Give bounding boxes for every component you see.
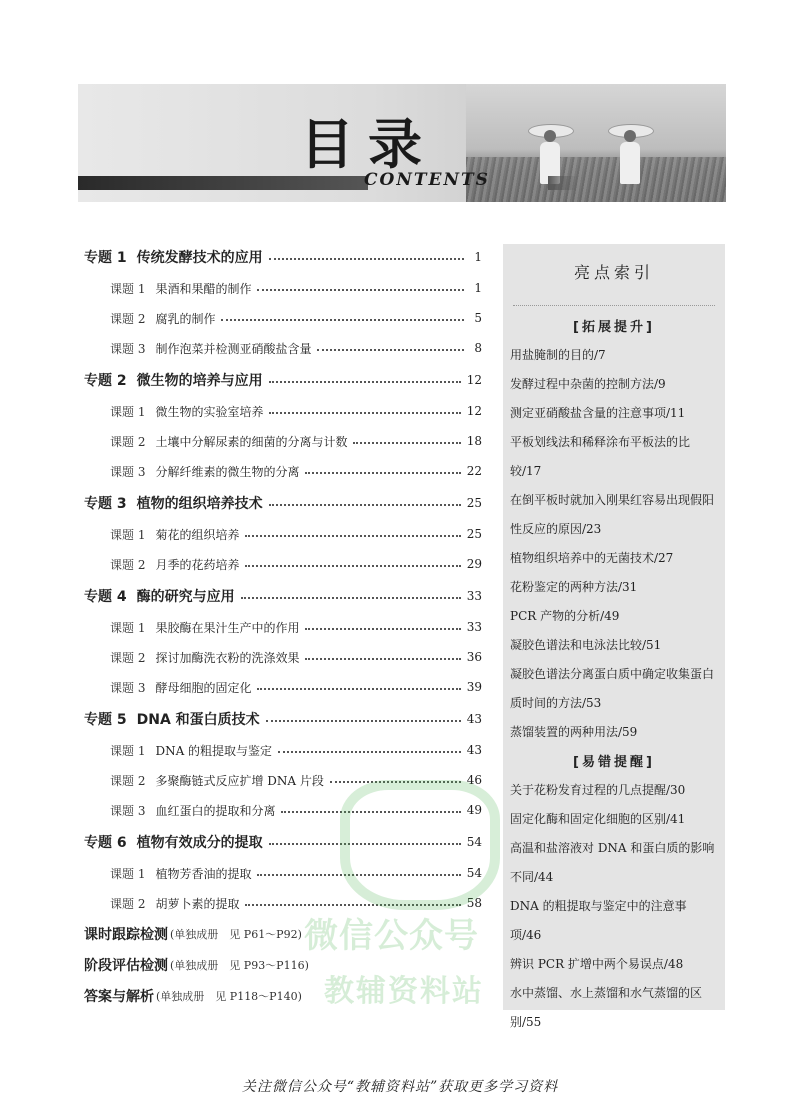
lesson-entry-title: 血红蛋白的提取和分离 [155, 803, 276, 818]
lesson-entry[interactable] [84, 396, 482, 426]
dot-leader [221, 319, 464, 321]
page-number: 12 [466, 404, 482, 418]
lesson-entry-label: 课题 3 [110, 803, 146, 818]
dot-leader [278, 751, 461, 753]
dot-leader [269, 258, 464, 260]
sidebar-index-item[interactable]: 辨识 PCR 扩增中两个易误点/48 [510, 957, 684, 971]
lesson-entry-label: 课题 3 [110, 341, 146, 356]
lesson-entry-title: 分解纤维素的微生物的分离 [155, 464, 300, 479]
footer-note: 关注微信公众号“教辅资料站”获取更多学习资料 [241, 1079, 559, 1095]
topic-entry-title: 微生物的培养与应用 [136, 372, 263, 389]
lesson-entry[interactable] [84, 456, 482, 486]
page-number: 33 [466, 620, 482, 634]
topic-entry[interactable] [84, 702, 482, 735]
lesson-entry-label: 课题 3 [110, 464, 146, 479]
page-subtitle: CONTENTS [364, 170, 490, 190]
header-banner [78, 84, 726, 202]
lesson-entry-label: 课题 2 [110, 557, 146, 572]
page-number: 8 [474, 341, 482, 355]
page-number: 22 [466, 464, 482, 478]
sidebar-heading: 亮点索引 [573, 263, 654, 282]
lesson-entry-title: 制作泡菜并检测亚硝酸盐含量 [155, 341, 312, 356]
page-title: 目录 [300, 113, 436, 176]
page-number: 39 [466, 680, 482, 694]
topic-entry[interactable] [84, 579, 482, 612]
lesson-entry[interactable] [84, 273, 482, 303]
sidebar-index-item[interactable]: 凝胶色谱法分离蛋白质中确定收集蛋白质时间的方法/53 [510, 667, 715, 710]
watermark: 微信公众号 教辅资料站 [300, 780, 520, 1030]
sidebar-section-title: [易错提醒] [573, 755, 655, 770]
topic-entry[interactable] [84, 363, 482, 396]
page-number: 54 [466, 866, 482, 880]
dot-leader [305, 628, 460, 630]
supplement-title: 课时跟踪检测 [84, 926, 168, 943]
lesson-entry-title: 酵母细胞的固定化 [155, 680, 252, 695]
page-number: 12 [466, 372, 482, 387]
lesson-entry-title: 微生物的实验室培养 [155, 404, 264, 419]
sidebar-index-item[interactable]: 测定亚硝酸盐含量的注意事项/11 [510, 406, 686, 420]
page-number: 54 [466, 834, 482, 849]
page-number: 5 [474, 311, 482, 325]
highlight-index-panel [503, 244, 725, 1029]
lesson-entry-label: 课题 3 [110, 680, 146, 695]
lesson-entry-label: 课题 1 [110, 743, 146, 758]
supplement-title: 答案与解析 [84, 988, 154, 1005]
person-figure-icon [616, 124, 644, 184]
topic-entry-label: 专题 1 [84, 249, 127, 266]
lesson-entry-title: 多聚酶链式反应扩增 DNA 片段 [155, 773, 324, 788]
dot-leader [269, 504, 461, 506]
lesson-entry[interactable] [84, 612, 482, 642]
sidebar-index-item[interactable]: 水中蒸馏、水上蒸馏和水气蒸馏的区别/55 [510, 986, 703, 1029]
dot-leader [257, 289, 464, 291]
dot-leader [353, 442, 460, 444]
topic-entry[interactable] [84, 486, 482, 519]
dot-leader [245, 535, 460, 537]
supplement-note: (单独成册 见 P118～P140) [156, 989, 302, 1003]
sidebar-index-item[interactable]: 关于花粉发育过程的几点提醒/30 [510, 783, 686, 797]
topic-entry-label: 专题 2 [84, 372, 127, 389]
dot-leader [305, 658, 460, 660]
sidebar-index-item[interactable]: 花粉鉴定的两种方法/31 [510, 580, 638, 594]
lesson-entry-title: 果胶酶在果汁生产中的作用 [155, 620, 300, 635]
sidebar-index-item[interactable]: DNA 的粗提取与鉴定中的注意事项/46 [510, 899, 687, 942]
page-number: 43 [466, 711, 482, 726]
page-number: 33 [466, 588, 482, 603]
sidebar-index-item[interactable]: 蒸馏装置的两种用法/59 [510, 725, 638, 739]
sidebar-index-item[interactable]: 用盐腌制的目的/7 [510, 348, 606, 362]
lesson-entry[interactable] [84, 519, 482, 549]
topic-entry-label: 专题 6 [84, 834, 127, 851]
lesson-entry-label: 课题 2 [110, 896, 146, 911]
sidebar-section-title: [拓展提升] [573, 320, 655, 335]
lesson-entry-label: 课题 2 [110, 650, 146, 665]
lesson-entry[interactable] [84, 303, 482, 333]
lesson-entry-title: 探讨加酶洗衣粉的洗涤效果 [155, 650, 300, 665]
lesson-entry-title: 土壤中分解尿素的细菌的分离与计数 [155, 434, 348, 449]
topic-entry[interactable] [84, 240, 482, 273]
sidebar-index-item[interactable]: 发酵过程中杂菌的控制方法/9 [510, 377, 666, 391]
dot-leader [241, 597, 461, 599]
sidebar-index-item[interactable]: 在倒平板时就加入刚果红容易出现假阳性反应的原因/23 [510, 493, 715, 536]
page-number: 29 [466, 557, 482, 571]
sidebar-index-item[interactable]: 平板划线法和稀释涂布平板法的比较/17 [510, 435, 691, 478]
topic-entry-label: 专题 5 [84, 711, 127, 728]
sidebar-index-item[interactable]: 高温和盐溶液对 DNA 和蛋白质的影响不同/44 [510, 841, 715, 884]
sidebar-index-item[interactable]: 凝胶色谱法和电泳法比较/51 [510, 638, 662, 652]
lesson-entry-title: 月季的花药培养 [155, 557, 240, 572]
topic-entry-title: 酶的研究与应用 [136, 588, 235, 605]
dot-leader [269, 381, 461, 383]
page-number: 36 [466, 650, 482, 664]
lesson-entry-title: 果酒和果醋的制作 [155, 281, 252, 296]
lesson-entry-label: 课题 2 [110, 311, 146, 326]
lesson-entry-label: 课题 2 [110, 434, 146, 449]
lesson-entry-title: DNA 的粗提取与鉴定 [155, 743, 273, 758]
divider [513, 305, 715, 306]
dot-leader [245, 565, 460, 567]
sidebar-index-item[interactable]: 固定化酶和固定化细胞的区别/41 [510, 812, 686, 826]
page-number: 49 [466, 803, 482, 817]
lesson-entry[interactable] [84, 333, 482, 363]
lesson-entry-title: 植物芳香油的提取 [155, 866, 252, 881]
supplement-note: (单独成册 见 P61～P92) [170, 927, 302, 941]
page-number: 58 [466, 896, 482, 910]
page-number: 25 [466, 495, 482, 510]
lesson-entry-label: 课题 1 [110, 281, 146, 296]
lesson-entry[interactable] [84, 642, 482, 672]
person-figure-icon [536, 124, 564, 184]
lesson-entry[interactable] [84, 735, 482, 765]
sidebar-index-item[interactable]: PCR 产物的分析/49 [510, 609, 620, 623]
topic-entry-title: 传统发酵技术的应用 [136, 249, 263, 266]
lesson-entry-title: 腐乳的制作 [155, 311, 216, 326]
topic-entry-label: 专题 4 [84, 588, 127, 605]
topic-entry-label: 专题 3 [84, 495, 127, 512]
page-number: 18 [466, 434, 482, 448]
page-number: 43 [466, 743, 482, 757]
sidebar-index-item[interactable]: 植物组织培养中的无菌技术/27 [510, 551, 674, 565]
topic-entry-title: 植物有效成分的提取 [136, 834, 263, 851]
lesson-entry[interactable] [84, 672, 482, 702]
topic-entry-title: 植物的组织培养技术 [136, 495, 263, 512]
lesson-entry-title: 菊花的组织培养 [155, 527, 240, 542]
page-number: 1 [474, 281, 482, 295]
lesson-entry-label: 课题 1 [110, 866, 146, 881]
lesson-entry-label: 课题 1 [110, 404, 146, 419]
watermark-logo-icon [340, 780, 500, 910]
lesson-entry-label: 课题 2 [110, 773, 146, 788]
lesson-entry-title: 胡萝卜素的提取 [155, 896, 240, 911]
supplement-note: (单独成册 见 P93～P116) [170, 958, 309, 972]
dot-leader [266, 720, 461, 722]
lesson-entry[interactable] [84, 549, 482, 579]
page-number: 46 [466, 773, 482, 787]
dot-leader [257, 688, 460, 690]
dot-leader [305, 472, 460, 474]
page-number: 25 [466, 527, 482, 541]
supplement-title: 阶段评估检测 [84, 957, 168, 974]
lesson-entry-label: 课题 1 [110, 620, 146, 635]
lesson-entry-label: 课题 1 [110, 527, 146, 542]
topic-entry-title: DNA 和蛋白质技术 [136, 711, 260, 728]
lesson-entry[interactable] [84, 426, 482, 456]
dot-leader [317, 349, 464, 351]
dot-leader [269, 412, 460, 414]
page-number: 1 [474, 249, 482, 264]
banner-photo [466, 84, 726, 202]
